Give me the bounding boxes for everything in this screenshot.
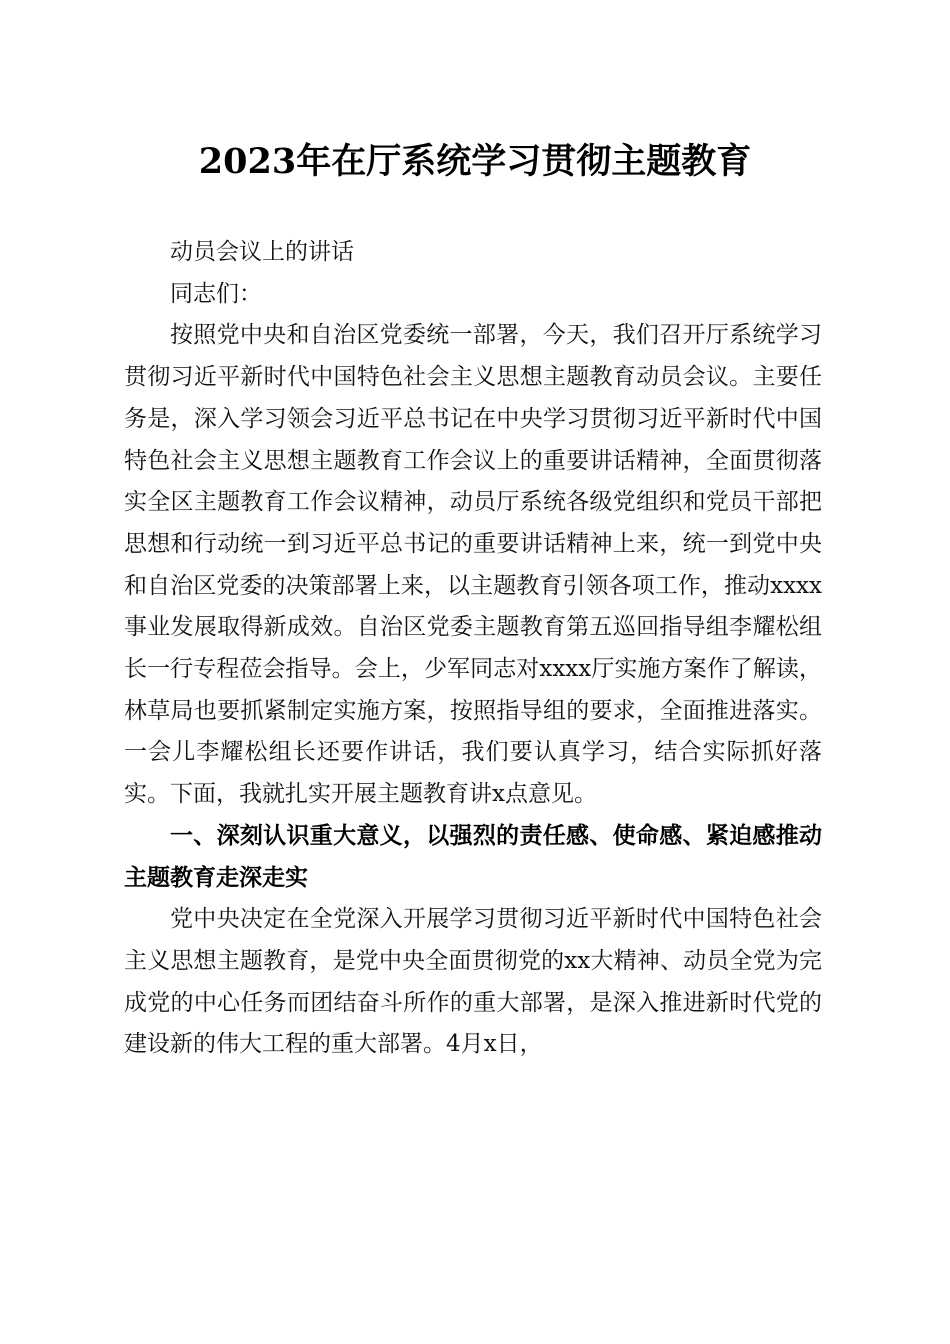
section-paragraph: 党中央决定在全党深入开展学习贯彻习近平新时代中国特色社会主义思想主题教育，是党中央全面贯彻党的xx大精神、动员全党为完成党的中心任务而团结奋斗所作的重大部署，是深入推进新时代党的建设新的伟大工程的重大部署。4月x日， <box>124 906 822 1058</box>
document-body <box>124 232 822 1066</box>
subtitle-line: 动员会议上的讲话 <box>170 239 354 265</box>
salutation-line: 同志们： <box>170 280 262 307</box>
section-heading: 一、深刻认识重大意义，以强烈的责任感、使命感、紧迫感推动主题教育走深走实 <box>124 822 822 891</box>
opening-paragraph: 按照党中央和自治区党委统一部署，今天，我们召开厅系统学习贯彻习近平新时代中国特色社会主义思想主题教育动员会议。主要任务是，深入学习领会习近平总书记在中央学习贯彻习近平新时代中国特色社会主义思想主题教育工作会议上的重要讲话精神，全面贯彻落实全区主题教育工作会议精神，动员厅系统各级党组织和党员干部把思想和行动统一到习近平总书记的重要讲话精神上来，统一到党中央和自治区党委的决策部署上来，以主题教育引领各项工作，推动xxxx事业发展取得新成效。自治区党委主题教育第五巡回指导组李耀松组长一行专程莅会指导。会上，少军同志对xxxx厅实施方案作了解读，林草局也要抓紧制定实施方案，按照指导组的要求，全面推进落实。一会儿李耀松组长还要作讲话，我们要认真学习，结合实际抓好落实。下面，我就扎实开展主题教育讲x点意见。 <box>124 322 822 808</box>
document-title: 2023年在厅系统学习贯彻主题教育 <box>198 141 752 182</box>
